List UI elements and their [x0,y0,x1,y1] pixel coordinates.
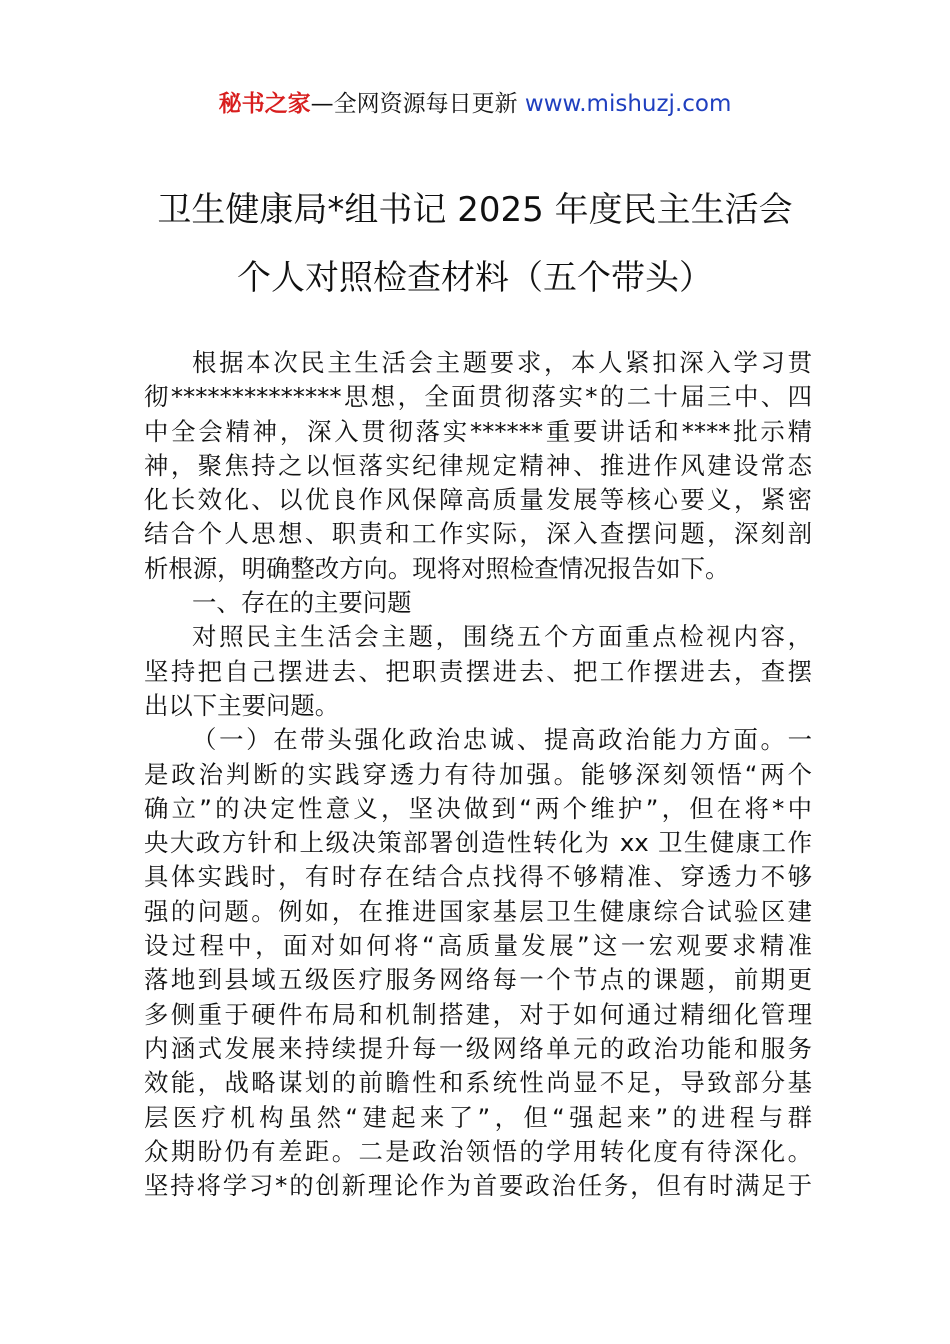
body-line: 具体实践时，有时存在结合点找得不够精准、穿透力不够 [144,862,812,892]
body-line: 结合个人思想、职责和工作实际，深入查摆问题，深刻剖 [144,519,812,549]
body-line: 央大政方针和上级决策部署创造性转化为 xx 卫生健康工作 [144,828,812,858]
body-line: 坚持将学习*的创新理论作为首要政治任务，但有时满足于 [144,1171,812,1201]
body-line: 彻**************思想，全面贯彻落实*的二十届三中、四 [144,382,812,412]
section-heading: 一、存在的主要问题 [192,588,412,618]
document-title-line-2: 个人对照检查材料（五个带头） [237,258,713,298]
body-line: 是政治判断的实践穿透力有待加强。能够深刻领悟“两个 [144,759,812,789]
site-header [0,86,950,122]
body-line: 强的问题。例如，在推进国家基层卫生健康综合试验区建 [144,896,812,926]
body-line: 内涵式发展来持续提升每一级网络单元的政治功能和服务 [144,1033,812,1063]
header-separator: — [310,91,334,117]
body-line: （一）在带头强化政治忠诚、提高政治能力方面。一 [192,725,812,755]
body-line: 根据本次民主生活会主题要求，本人紧扣深入学习贯 [192,348,812,377]
document-title-line-1: 卫生健康局*组书记 2025 年度民主生活会 [157,190,793,230]
site-brand: 秘书之家 [218,91,311,117]
body-line: 化长效化、以优良作风保障高质量发展等核心要义，紧密 [144,485,812,515]
body-line: 众期盼仍有差距。二是政治领悟的学用转化度有待深化。 [144,1136,812,1166]
body-line: 设过程中，面对如何将“高质量发展”这一宏观要求精准 [144,931,812,961]
site-tagline: 全网资源每日更新 [333,91,525,117]
body-line: 效能，战略谋划的前瞻性和系统性尚显不足，导致部分基 [144,1068,812,1098]
site-url-link[interactable]: www.mishuzj.com [524,91,732,117]
body-line: 坚持把自己摆进去、把职责摆进去、把工作摆进去，查摆 [144,656,812,686]
body-line: 多侧重于硬件布局和机制搭建，对于如何通过精细化管理 [144,999,812,1029]
body-line: 层医疗机构虽然“建起来了”，但“强起来”的进程与群 [144,1102,812,1132]
body-line: 确立”的决定性意义，坚决做到“两个维护”，但在将*中 [144,793,812,823]
body-line: 对照民主生活会主题，围绕五个方面重点检视内容， [192,622,812,652]
body-line: 出以下主要问题。 [144,690,340,720]
body-line: 落地到县域五级医疗服务网络每一个节点的课题，前期更 [144,965,812,995]
body-line: 析根源，明确整改方向。现将对照检查情况报告如下。 [144,553,730,583]
body-line: 神，聚焦持之以恒落实纪律规定精神、推进作风建设常态 [144,450,812,480]
document-body [144,346,812,1203]
body-line: 中全会精神，深入贯彻落实******重要讲话和****批示精 [144,416,812,446]
